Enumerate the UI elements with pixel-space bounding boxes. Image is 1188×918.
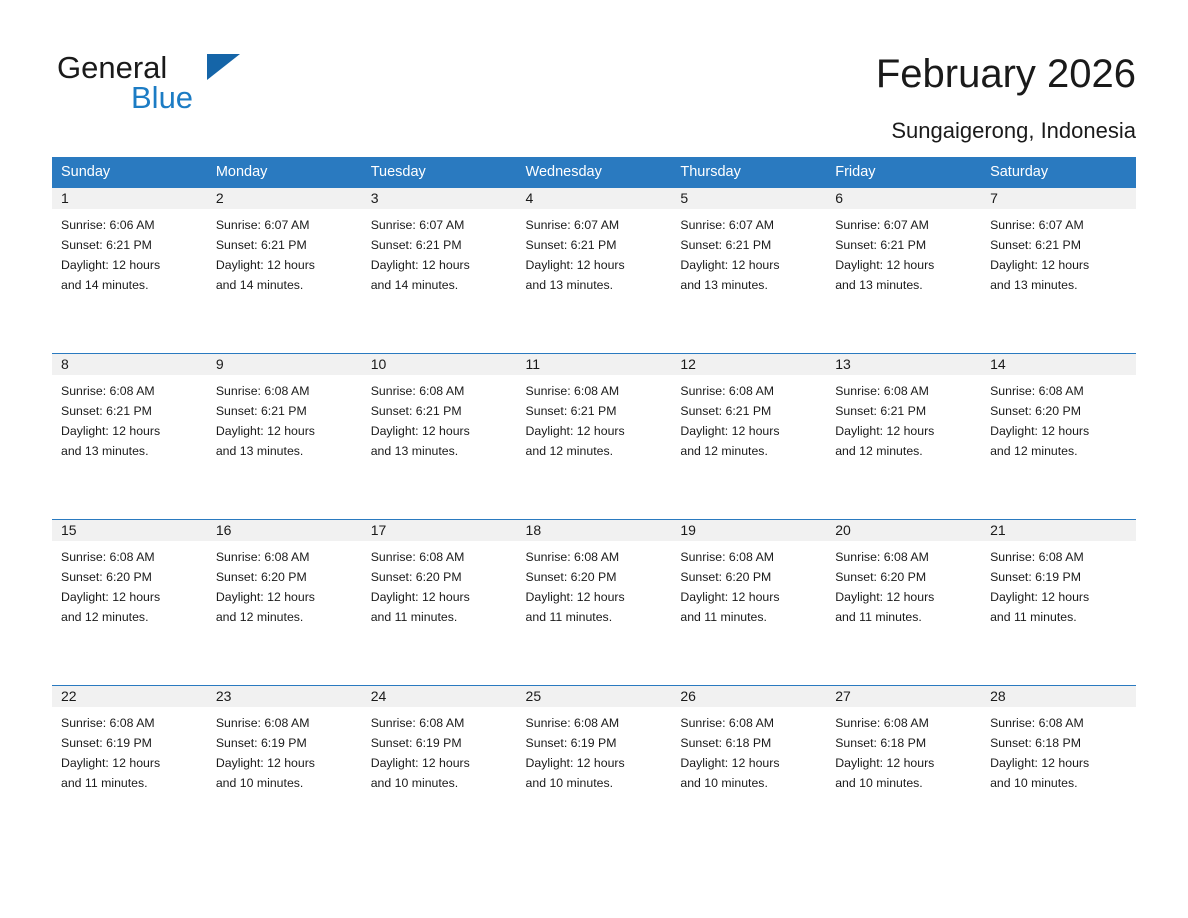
daylight-text-line1: Daylight: 12 hours: [835, 756, 935, 770]
day-cell[interactable]: [207, 353, 362, 519]
sunset-text: Sunset: 6:21 PM: [61, 404, 152, 418]
daylight-text-line2: and 10 minutes.: [990, 776, 1078, 790]
sunset-text: Sunset: 6:18 PM: [835, 736, 927, 750]
sunrise-text: Sunrise: 6:08 AM: [835, 384, 929, 398]
day-number: 2: [207, 187, 362, 209]
daylight-text-line2: and 14 minutes.: [61, 278, 149, 292]
daylight-text-line2: and 13 minutes.: [215, 444, 304, 458]
sunrise-text: Sunrise: 6:07 AM: [215, 218, 310, 232]
day-details: [981, 375, 1136, 461]
day-details: [362, 541, 517, 627]
daylight-text-line1: Daylight: 12 hours: [680, 424, 780, 438]
logo-text-blue: Blue: [131, 80, 194, 115]
calendar-week-row: [52, 685, 1136, 851]
day-number: 27: [826, 685, 981, 707]
day-cell[interactable]: [52, 685, 207, 851]
day-details: [517, 209, 672, 295]
sunset-text: Sunset: 6:19 PM: [215, 736, 307, 750]
weekday-header-monday: Monday: [207, 157, 362, 187]
sunrise-text: Sunrise: 6:08 AM: [215, 384, 310, 398]
daylight-text-line1: Daylight: 12 hours: [525, 424, 625, 438]
daylight-text-line2: and 11 minutes.: [835, 610, 922, 624]
day-number: 3: [362, 187, 517, 209]
sunrise-text: Sunrise: 6:08 AM: [370, 550, 465, 564]
page-title: February 2026: [875, 52, 1136, 96]
general-blue-logo: [57, 50, 257, 116]
day-details: [517, 707, 672, 793]
sunset-text: Sunset: 6:19 PM: [525, 736, 617, 750]
sunrise-text: Sunrise: 6:08 AM: [525, 716, 620, 730]
sunrise-text: Sunrise: 6:08 AM: [990, 550, 1084, 564]
sunset-text: Sunset: 6:21 PM: [680, 238, 772, 252]
sunset-text: Sunset: 6:20 PM: [370, 570, 462, 584]
sunset-text: Sunset: 6:21 PM: [215, 238, 307, 252]
sunrise-text: Sunrise: 6:08 AM: [370, 384, 465, 398]
sunrise-text: Sunrise: 6:08 AM: [525, 384, 620, 398]
daylight-text-line1: Daylight: 12 hours: [525, 756, 625, 770]
day-details: [671, 209, 826, 295]
sunrise-text: Sunrise: 6:08 AM: [835, 716, 929, 730]
day-number: 9: [207, 353, 362, 375]
day-number: 24: [362, 685, 517, 707]
daylight-text-line1: Daylight: 12 hours: [215, 590, 315, 604]
day-number: 5: [671, 187, 826, 209]
sunset-text: Sunset: 6:21 PM: [525, 404, 617, 418]
page-header: [0, 0, 1188, 143]
sunrise-text: Sunrise: 6:08 AM: [990, 384, 1084, 398]
day-number: 7: [981, 187, 1136, 209]
sunset-text: Sunset: 6:20 PM: [61, 570, 152, 584]
day-number: 25: [517, 685, 672, 707]
daylight-text-line1: Daylight: 12 hours: [61, 258, 161, 272]
sunset-text: Sunset: 6:20 PM: [215, 570, 307, 584]
daylight-text-line1: Daylight: 12 hours: [61, 590, 161, 604]
sunset-text: Sunset: 6:21 PM: [215, 404, 307, 418]
sunrise-text: Sunrise: 6:07 AM: [680, 218, 775, 232]
sunset-text: Sunset: 6:19 PM: [990, 570, 1081, 584]
daylight-text-line2: and 13 minutes.: [680, 278, 768, 292]
daylight-text-line1: Daylight: 12 hours: [61, 756, 161, 770]
daylight-text-line1: Daylight: 12 hours: [835, 258, 935, 272]
sunrise-text: Sunrise: 6:08 AM: [525, 550, 620, 564]
sunset-text: Sunset: 6:21 PM: [680, 404, 772, 418]
daylight-text-line1: Daylight: 12 hours: [835, 424, 935, 438]
day-details: [52, 707, 207, 793]
day-cell[interactable]: [517, 187, 672, 353]
day-number: 11: [517, 353, 672, 375]
daylight-text-line2: and 14 minutes.: [370, 278, 459, 292]
day-cell[interactable]: [52, 187, 207, 353]
daylight-text-line2: and 11 minutes.: [680, 610, 767, 624]
weekday-header-tuesday: Tuesday: [362, 157, 517, 187]
sunrise-text: Sunrise: 6:08 AM: [990, 716, 1084, 730]
day-cell[interactable]: [981, 519, 1136, 685]
sunset-text: Sunset: 6:19 PM: [370, 736, 462, 750]
daylight-text-line1: Daylight: 12 hours: [370, 258, 470, 272]
daylight-text-line1: Daylight: 12 hours: [680, 756, 780, 770]
weekday-header-wednesday: Wednesday: [517, 157, 672, 187]
day-details: [207, 707, 362, 793]
day-details: [362, 209, 517, 295]
daylight-text-line1: Daylight: 12 hours: [835, 590, 935, 604]
daylight-text-line2: and 12 minutes.: [835, 444, 923, 458]
day-cell[interactable]: [207, 685, 362, 851]
logo-text-general: General: [57, 50, 168, 85]
sunset-text: Sunset: 6:21 PM: [525, 238, 617, 252]
day-details: [671, 375, 826, 461]
daylight-text-line1: Daylight: 12 hours: [990, 258, 1090, 272]
day-details: [362, 707, 517, 793]
day-number: 23: [207, 685, 362, 707]
day-details: [981, 541, 1136, 627]
calendar-body: [52, 187, 1136, 851]
daylight-text-line2: and 11 minutes.: [525, 610, 613, 624]
sunset-text: Sunset: 6:20 PM: [990, 404, 1081, 418]
day-number: 13: [826, 353, 981, 375]
day-details: [826, 209, 981, 295]
daylight-text-line1: Daylight: 12 hours: [525, 590, 625, 604]
day-cell[interactable]: [52, 519, 207, 685]
day-cell[interactable]: [362, 353, 517, 519]
daylight-text-line2: and 13 minutes.: [370, 444, 459, 458]
location-subtitle: Sungaigerong, Indonesia: [891, 118, 1136, 143]
day-number: 16: [207, 519, 362, 541]
daylight-text-line2: and 10 minutes.: [835, 776, 923, 790]
day-number: 14: [981, 353, 1136, 375]
sunset-text: Sunset: 6:21 PM: [835, 238, 927, 252]
daylight-text-line2: and 12 minutes.: [61, 610, 149, 624]
daylight-text-line1: Daylight: 12 hours: [370, 424, 470, 438]
sunrise-text: Sunrise: 6:08 AM: [835, 550, 929, 564]
daylight-text-line1: Daylight: 12 hours: [370, 756, 470, 770]
day-number: 22: [52, 685, 207, 707]
day-cell[interactable]: [826, 685, 981, 851]
day-cell[interactable]: [826, 187, 981, 353]
daylight-text-line2: and 11 minutes.: [990, 610, 1077, 624]
day-number: 28: [981, 685, 1136, 707]
day-number: 20: [826, 519, 981, 541]
daylight-text-line2: and 12 minutes.: [215, 610, 304, 624]
sunrise-text: Sunrise: 6:07 AM: [525, 218, 620, 232]
day-cell[interactable]: [826, 519, 981, 685]
day-number: 19: [671, 519, 826, 541]
daylight-text-line1: Daylight: 12 hours: [680, 590, 780, 604]
weekday-header-saturday: Saturday: [981, 157, 1136, 187]
sunrise-text: Sunrise: 6:08 AM: [680, 716, 775, 730]
day-details: [52, 541, 207, 627]
day-details: [671, 707, 826, 793]
daylight-text-line2: and 12 minutes.: [525, 444, 614, 458]
day-cell[interactable]: [517, 353, 672, 519]
daylight-text-line1: Daylight: 12 hours: [61, 424, 161, 438]
daylight-text-line1: Daylight: 12 hours: [525, 258, 625, 272]
sunrise-text: Sunrise: 6:07 AM: [990, 218, 1084, 232]
day-cell[interactable]: [826, 353, 981, 519]
daylight-text-line2: and 10 minutes.: [680, 776, 768, 790]
day-details: [52, 375, 207, 461]
day-cell[interactable]: [207, 187, 362, 353]
daylight-text-line1: Daylight: 12 hours: [990, 424, 1090, 438]
sunset-text: Sunset: 6:18 PM: [680, 736, 772, 750]
day-details: [207, 375, 362, 461]
sunrise-text: Sunrise: 6:08 AM: [61, 550, 155, 564]
sunrise-text: Sunrise: 6:07 AM: [835, 218, 929, 232]
day-details: [826, 707, 981, 793]
sunrise-text: Sunrise: 6:08 AM: [61, 716, 155, 730]
triangle-icon: [207, 54, 240, 80]
calendar-header-row: [52, 157, 1136, 187]
daylight-text-line1: Daylight: 12 hours: [215, 756, 315, 770]
sunset-text: Sunset: 6:20 PM: [525, 570, 617, 584]
day-number: 17: [362, 519, 517, 541]
calendar-week-row: [52, 353, 1136, 519]
daylight-text-line2: and 13 minutes.: [835, 278, 923, 292]
daylight-text-line2: and 11 minutes.: [370, 610, 458, 624]
day-details: [517, 375, 672, 461]
daylight-text-line2: and 13 minutes.: [525, 278, 614, 292]
daylight-text-line2: and 10 minutes.: [525, 776, 614, 790]
daylight-text-line1: Daylight: 12 hours: [680, 258, 780, 272]
day-cell[interactable]: [517, 519, 672, 685]
day-details: [207, 209, 362, 295]
day-details: [981, 707, 1136, 793]
daylight-text-line2: and 12 minutes.: [680, 444, 768, 458]
day-details: [671, 541, 826, 627]
daylight-text-line2: and 13 minutes.: [61, 444, 149, 458]
sunset-text: Sunset: 6:19 PM: [61, 736, 152, 750]
day-number: 6: [826, 187, 981, 209]
day-number: 15: [52, 519, 207, 541]
sunrise-text: Sunrise: 6:08 AM: [215, 716, 310, 730]
day-number: 1: [52, 187, 207, 209]
daylight-text-line2: and 13 minutes.: [990, 278, 1078, 292]
day-cell[interactable]: [671, 187, 826, 353]
daylight-text-line1: Daylight: 12 hours: [215, 258, 315, 272]
day-cell[interactable]: [981, 187, 1136, 353]
daylight-text-line1: Daylight: 12 hours: [990, 756, 1090, 770]
sunrise-text: Sunrise: 6:08 AM: [680, 384, 775, 398]
day-cell[interactable]: [671, 685, 826, 851]
weekday-header-friday: Friday: [826, 157, 981, 187]
day-cell[interactable]: [362, 685, 517, 851]
sunset-text: Sunset: 6:21 PM: [370, 404, 462, 418]
day-cell[interactable]: [52, 353, 207, 519]
daylight-text-line2: and 10 minutes.: [215, 776, 304, 790]
day-details: [826, 375, 981, 461]
day-cell[interactable]: [362, 519, 517, 685]
day-number: 8: [52, 353, 207, 375]
day-cell[interactable]: [671, 519, 826, 685]
weekday-header-thursday: Thursday: [671, 157, 826, 187]
day-number: 21: [981, 519, 1136, 541]
sunset-text: Sunset: 6:21 PM: [990, 238, 1081, 252]
day-number: 4: [517, 187, 672, 209]
sunset-text: Sunset: 6:21 PM: [61, 238, 152, 252]
calendar-week-row: [52, 519, 1136, 685]
day-number: 18: [517, 519, 672, 541]
day-details: [517, 541, 672, 627]
sunset-text: Sunset: 6:21 PM: [835, 404, 927, 418]
day-number: 10: [362, 353, 517, 375]
day-cell[interactable]: [362, 187, 517, 353]
day-cell[interactable]: [517, 685, 672, 851]
sunrise-text: Sunrise: 6:08 AM: [680, 550, 775, 564]
daylight-text-line2: and 11 minutes.: [61, 776, 148, 790]
sunset-text: Sunset: 6:20 PM: [680, 570, 772, 584]
sunset-text: Sunset: 6:18 PM: [990, 736, 1081, 750]
sunrise-text: Sunrise: 6:06 AM: [61, 218, 155, 232]
day-details: [207, 541, 362, 627]
day-number: 26: [671, 685, 826, 707]
daylight-text-line1: Daylight: 12 hours: [215, 424, 315, 438]
sunset-text: Sunset: 6:21 PM: [370, 238, 462, 252]
day-number: 12: [671, 353, 826, 375]
day-cell[interactable]: [207, 519, 362, 685]
day-cell[interactable]: [671, 353, 826, 519]
calendar-week-row: [52, 187, 1136, 353]
daylight-text-line2: and 12 minutes.: [990, 444, 1078, 458]
day-details: [826, 541, 981, 627]
daylight-text-line1: Daylight: 12 hours: [370, 590, 470, 604]
daylight-text-line2: and 14 minutes.: [215, 278, 304, 292]
sunrise-text: Sunrise: 6:07 AM: [370, 218, 465, 232]
sunrise-text: Sunrise: 6:08 AM: [215, 550, 310, 564]
sunset-text: Sunset: 6:20 PM: [835, 570, 927, 584]
sunrise-sunset-calendar: [52, 157, 1136, 851]
day-details: [362, 375, 517, 461]
daylight-text-line2: and 10 minutes.: [370, 776, 459, 790]
weekday-header-sunday: Sunday: [52, 157, 207, 187]
day-cell[interactable]: [981, 685, 1136, 851]
day-cell[interactable]: [981, 353, 1136, 519]
day-details: [981, 209, 1136, 295]
day-details: [52, 209, 207, 295]
daylight-text-line1: Daylight: 12 hours: [990, 590, 1090, 604]
sunrise-text: Sunrise: 6:08 AM: [61, 384, 155, 398]
sunrise-text: Sunrise: 6:08 AM: [370, 716, 465, 730]
